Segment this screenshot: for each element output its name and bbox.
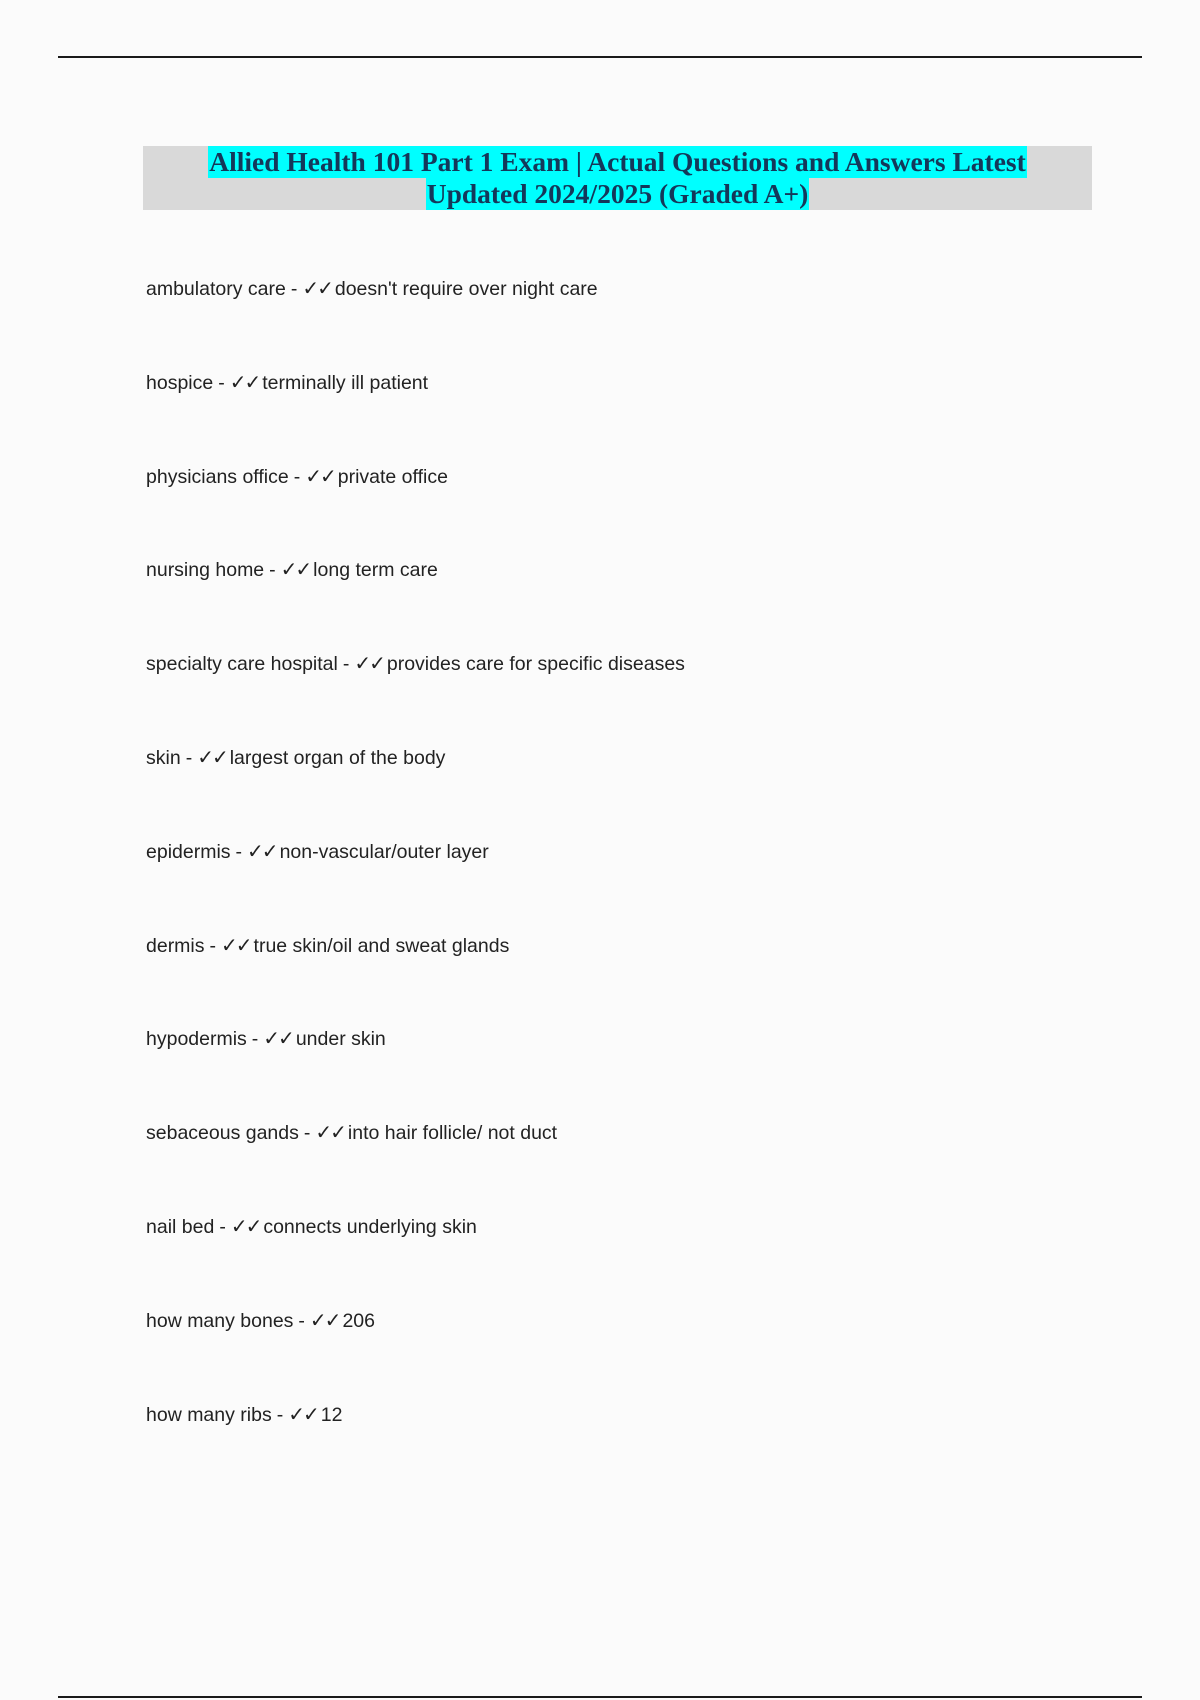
- qa-definition: connects underlying skin: [263, 1215, 477, 1238]
- title-line-1: Allied Health 101 Part 1 Exam | Actual Questions and Answers Latest: [209, 146, 1026, 177]
- double-check-icon: ✓✓: [315, 1120, 345, 1145]
- double-check-icon: ✓✓: [263, 1026, 293, 1051]
- qa-separator: -: [269, 559, 276, 582]
- qa-term: ambulatory care: [146, 278, 286, 300]
- double-check-icon: ✓✓: [305, 463, 335, 488]
- qa-separator: -: [235, 840, 243, 863]
- double-check-icon: ✓✓: [221, 932, 251, 957]
- qa-separator: -: [218, 371, 225, 394]
- qa-item: [146, 649, 1146, 743]
- title-line-2: Updated 2024/2025 (Graded A+): [426, 178, 809, 209]
- qa-term: skin: [146, 746, 181, 769]
- qa-item: [146, 274, 1146, 368]
- qa-term: hypodermis: [146, 1028, 247, 1051]
- qa-item: [146, 1400, 1146, 1494]
- qa-list: [146, 274, 1146, 1493]
- double-check-icon: ✓✓: [247, 838, 277, 863]
- qa-definition: non-vascular/outer layer: [279, 840, 489, 863]
- qa-definition: largest organ of the body: [229, 746, 446, 769]
- qa-item: [146, 743, 1146, 837]
- qa-item: [146, 931, 1146, 1025]
- qa-separator: -: [290, 278, 298, 300]
- qa-separator: -: [303, 1122, 311, 1145]
- qa-term: nursing home: [146, 559, 265, 582]
- qa-item: [146, 837, 1146, 931]
- qa-definition: 206: [342, 1309, 375, 1332]
- qa-separator: -: [276, 1403, 284, 1426]
- qa-separator: -: [298, 1309, 305, 1332]
- qa-term: epidermis: [146, 840, 231, 863]
- qa-definition: true skin/oil and sweat glands: [253, 934, 510, 957]
- qa-term: dermis: [146, 934, 205, 957]
- double-check-icon: ✓✓: [197, 744, 227, 769]
- qa-definition: 12: [320, 1403, 343, 1426]
- qa-term: nail bed: [146, 1215, 215, 1238]
- double-check-icon: ✓✓: [229, 369, 260, 394]
- qa-term: physicians office: [146, 465, 289, 488]
- qa-separator: -: [185, 746, 193, 769]
- qa-definition: provides care for specific diseases: [386, 653, 685, 676]
- qa-separator: -: [209, 934, 217, 957]
- qa-term: how many ribs: [146, 1403, 272, 1426]
- qa-term: sebaceous gands: [146, 1122, 299, 1145]
- qa-item: [146, 1306, 1146, 1400]
- title-box: [143, 146, 1092, 210]
- double-check-icon: ✓✓: [302, 276, 332, 300]
- qa-item: [146, 555, 1146, 649]
- qa-separator: -: [342, 653, 350, 676]
- qa-separator: -: [251, 1028, 259, 1051]
- qa-definition: under skin: [295, 1028, 386, 1051]
- top-rule: [58, 56, 1142, 58]
- bottom-rule: [58, 1696, 1142, 1698]
- double-check-icon: ✓✓: [354, 651, 384, 676]
- qa-item: [146, 368, 1146, 462]
- qa-item: [146, 1212, 1146, 1306]
- double-check-icon: ✓✓: [288, 1401, 318, 1426]
- qa-term: specialty care hospital: [146, 653, 338, 676]
- qa-term: how many bones: [146, 1309, 294, 1332]
- qa-separator: -: [293, 465, 301, 488]
- qa-definition: terminally ill patient: [262, 371, 429, 394]
- qa-definition: private office: [337, 465, 448, 488]
- double-check-icon: ✓✓: [309, 1307, 340, 1332]
- qa-term: hospice: [146, 371, 214, 394]
- document-title: [208, 146, 1027, 210]
- double-check-icon: ✓✓: [230, 1213, 261, 1238]
- double-check-icon: ✓✓: [280, 557, 311, 582]
- qa-definition: into hair follicle/ not duct: [347, 1122, 558, 1145]
- qa-separator: -: [219, 1215, 226, 1238]
- qa-item: [146, 1024, 1146, 1118]
- qa-item: [146, 1118, 1146, 1212]
- qa-definition: doesn't require over night care: [334, 278, 598, 300]
- qa-item: [146, 462, 1146, 556]
- qa-definition: long term care: [313, 559, 438, 582]
